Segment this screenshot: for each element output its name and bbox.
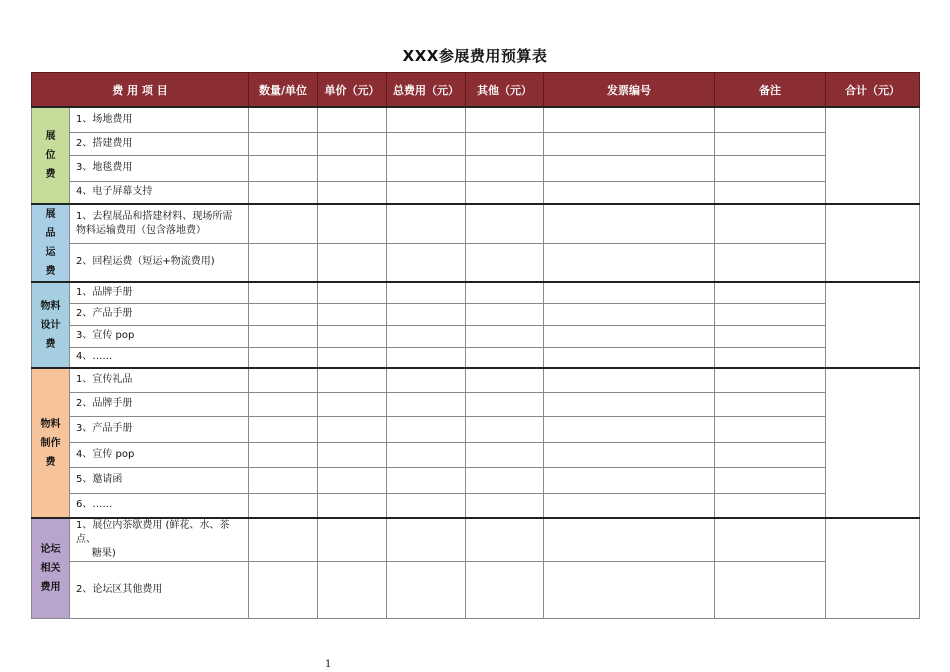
value-cell[interactable] bbox=[249, 442, 318, 467]
item-cell bbox=[70, 493, 249, 518]
value-cell[interactable] bbox=[466, 282, 544, 303]
value-cell[interactable] bbox=[715, 243, 826, 282]
value-cell[interactable] bbox=[318, 493, 387, 518]
item-label: 3、地毯费用 bbox=[76, 162, 133, 173]
value-cell[interactable] bbox=[715, 562, 826, 619]
value-cell[interactable] bbox=[387, 518, 466, 562]
category-label: 物料 制作 费 bbox=[32, 368, 70, 518]
value-cell[interactable] bbox=[544, 181, 715, 204]
value-cell[interactable] bbox=[249, 155, 318, 181]
item-label: 6、…… bbox=[76, 499, 113, 511]
subtotal-cell[interactable] bbox=[826, 368, 920, 518]
value-cell[interactable] bbox=[249, 493, 318, 518]
value-cell[interactable] bbox=[387, 282, 466, 303]
value-cell[interactable] bbox=[466, 243, 544, 282]
value-cell[interactable] bbox=[544, 392, 715, 416]
item-cell bbox=[70, 467, 249, 493]
value-cell[interactable] bbox=[318, 204, 387, 243]
value-cell[interactable] bbox=[466, 493, 544, 518]
value-cell[interactable] bbox=[466, 392, 544, 416]
value-cell[interactable] bbox=[318, 347, 387, 368]
value-cell[interactable] bbox=[544, 325, 715, 347]
subtotal-cell[interactable] bbox=[826, 107, 920, 204]
value-cell[interactable] bbox=[249, 392, 318, 416]
value-cell[interactable] bbox=[387, 416, 466, 442]
value-cell[interactable] bbox=[544, 467, 715, 493]
value-cell[interactable] bbox=[715, 282, 826, 303]
value-cell[interactable] bbox=[544, 155, 715, 181]
value-cell[interactable] bbox=[544, 368, 715, 392]
item-cell bbox=[70, 204, 249, 243]
budget-body bbox=[32, 107, 920, 619]
value-cell[interactable] bbox=[387, 392, 466, 416]
item-label: 1、展位内茶歇费用 (鲜花、水、茶点、 糖果) bbox=[76, 520, 230, 559]
value-cell[interactable] bbox=[544, 303, 715, 325]
header-other: 其他（元） bbox=[466, 73, 544, 108]
header-item: 费 用 项 目 bbox=[32, 73, 249, 108]
value-cell[interactable] bbox=[715, 467, 826, 493]
value-cell[interactable] bbox=[249, 303, 318, 325]
category-label: 展 品 运 费 bbox=[32, 204, 70, 282]
value-cell[interactable] bbox=[318, 107, 387, 132]
item-label: 1、去程展品和搭建材料、现场所需物料运输费用（包含落地费） bbox=[76, 210, 233, 236]
item-cell bbox=[70, 518, 249, 562]
item-label: 4、电子屏幕支持 bbox=[76, 186, 153, 198]
value-cell[interactable] bbox=[715, 204, 826, 243]
item-cell bbox=[70, 392, 249, 416]
table-row bbox=[32, 155, 920, 181]
item-cell bbox=[70, 181, 249, 204]
value-cell[interactable] bbox=[249, 243, 318, 282]
value-cell[interactable] bbox=[387, 243, 466, 282]
header-qty: 数量/单位 bbox=[249, 73, 318, 108]
item-cell bbox=[70, 325, 249, 347]
header-sum: 合计（元） bbox=[826, 73, 920, 108]
value-cell[interactable] bbox=[318, 368, 387, 392]
value-cell[interactable] bbox=[466, 204, 544, 243]
budget-table bbox=[31, 72, 920, 619]
value-cell[interactable] bbox=[466, 562, 544, 619]
table-row bbox=[32, 493, 920, 518]
value-cell[interactable] bbox=[715, 518, 826, 562]
value-cell[interactable] bbox=[318, 181, 387, 204]
table-row bbox=[32, 442, 920, 467]
value-cell[interactable] bbox=[544, 132, 715, 155]
value-cell[interactable] bbox=[466, 416, 544, 442]
subtotal-cell[interactable] bbox=[826, 518, 920, 619]
table-row bbox=[32, 204, 920, 243]
table-row bbox=[32, 107, 920, 132]
table-row bbox=[32, 132, 920, 155]
value-cell[interactable] bbox=[387, 442, 466, 467]
item-label: 2、论坛区其他费用 bbox=[76, 584, 163, 595]
value-cell[interactable] bbox=[715, 368, 826, 392]
value-cell[interactable] bbox=[715, 155, 826, 181]
category-label: 展 位 费 bbox=[32, 107, 70, 204]
item-label: 1、场地费用 bbox=[76, 113, 133, 125]
item-label: 2、回程运费（短运+物流费用) bbox=[76, 256, 215, 268]
value-cell[interactable] bbox=[387, 107, 466, 132]
page-number: 1 bbox=[325, 659, 332, 670]
value-cell[interactable] bbox=[544, 442, 715, 467]
value-cell[interactable] bbox=[249, 107, 318, 132]
table-row bbox=[32, 392, 920, 416]
item-label: 2、搭建费用 bbox=[76, 137, 133, 149]
value-cell[interactable] bbox=[387, 181, 466, 204]
item-cell bbox=[70, 132, 249, 155]
item-cell bbox=[70, 442, 249, 467]
value-cell[interactable] bbox=[466, 155, 544, 181]
value-cell[interactable] bbox=[249, 181, 318, 204]
header-unit-price: 单价（元） bbox=[318, 73, 387, 108]
value-cell[interactable] bbox=[318, 282, 387, 303]
item-label: 4、…… bbox=[76, 351, 113, 363]
table-row bbox=[32, 303, 920, 325]
item-cell bbox=[70, 282, 249, 303]
header-remark: 备注 bbox=[715, 73, 826, 108]
value-cell[interactable] bbox=[466, 347, 544, 368]
value-cell[interactable] bbox=[318, 325, 387, 347]
item-label: 2、产品手册 bbox=[76, 308, 133, 319]
table-row bbox=[32, 181, 920, 204]
table-row bbox=[32, 347, 920, 368]
value-cell[interactable] bbox=[249, 368, 318, 392]
value-cell[interactable] bbox=[466, 107, 544, 132]
value-cell[interactable] bbox=[544, 347, 715, 368]
value-cell[interactable] bbox=[544, 282, 715, 303]
value-cell[interactable] bbox=[715, 181, 826, 204]
table-row bbox=[32, 368, 920, 392]
item-cell bbox=[70, 303, 249, 325]
value-cell[interactable] bbox=[715, 347, 826, 368]
item-label: 5、邀请函 bbox=[76, 474, 123, 485]
item-cell bbox=[70, 155, 249, 181]
category-label: 物料 设计 费 bbox=[32, 282, 70, 368]
value-cell[interactable] bbox=[715, 392, 826, 416]
value-cell[interactable] bbox=[466, 303, 544, 325]
value-cell[interactable] bbox=[318, 392, 387, 416]
item-cell bbox=[70, 416, 249, 442]
table-row bbox=[32, 467, 920, 493]
value-cell[interactable] bbox=[318, 442, 387, 467]
value-cell[interactable] bbox=[544, 493, 715, 518]
value-cell[interactable] bbox=[387, 132, 466, 155]
value-cell[interactable] bbox=[715, 416, 826, 442]
value-cell[interactable] bbox=[387, 347, 466, 368]
item-cell bbox=[70, 243, 249, 282]
table-row bbox=[32, 562, 920, 619]
value-cell[interactable] bbox=[466, 518, 544, 562]
value-cell[interactable] bbox=[318, 155, 387, 181]
value-cell[interactable] bbox=[466, 325, 544, 347]
table-row bbox=[32, 282, 920, 303]
item-label: 1、品牌手册 bbox=[76, 286, 133, 298]
value-cell[interactable] bbox=[318, 562, 387, 619]
subtotal-cell[interactable] bbox=[826, 282, 920, 368]
table-row bbox=[32, 243, 920, 282]
value-cell[interactable] bbox=[387, 303, 466, 325]
value-cell[interactable] bbox=[715, 493, 826, 518]
value-cell[interactable] bbox=[318, 243, 387, 282]
item-cell bbox=[70, 347, 249, 368]
value-cell[interactable] bbox=[387, 493, 466, 518]
value-cell[interactable] bbox=[387, 562, 466, 619]
item-cell bbox=[70, 107, 249, 132]
value-cell[interactable] bbox=[466, 467, 544, 493]
value-cell[interactable] bbox=[249, 325, 318, 347]
value-cell[interactable] bbox=[544, 107, 715, 132]
value-cell[interactable] bbox=[249, 467, 318, 493]
value-cell[interactable] bbox=[715, 325, 826, 347]
table-row bbox=[32, 518, 920, 562]
value-cell[interactable] bbox=[544, 518, 715, 562]
value-cell[interactable] bbox=[544, 204, 715, 243]
page-title: XXX参展费用预算表 bbox=[402, 47, 548, 65]
category-label: 论坛 相关 费用 bbox=[32, 518, 70, 619]
value-cell[interactable] bbox=[318, 416, 387, 442]
value-cell[interactable] bbox=[387, 325, 466, 347]
table-row bbox=[32, 416, 920, 442]
value-cell[interactable] bbox=[715, 303, 826, 325]
item-label: 3、宣传 pop bbox=[76, 330, 135, 341]
value-cell[interactable] bbox=[249, 518, 318, 562]
item-label: 1、宣传礼品 bbox=[76, 374, 133, 386]
table-row bbox=[32, 325, 920, 347]
value-cell[interactable] bbox=[387, 368, 466, 392]
value-cell[interactable] bbox=[249, 132, 318, 155]
header-total-cost: 总费用（元） bbox=[387, 73, 466, 108]
value-cell[interactable] bbox=[466, 181, 544, 204]
value-cell[interactable] bbox=[318, 518, 387, 562]
item-label: 2、品牌手册 bbox=[76, 398, 133, 409]
value-cell[interactable] bbox=[466, 132, 544, 155]
value-cell[interactable] bbox=[544, 416, 715, 442]
value-cell[interactable] bbox=[715, 442, 826, 467]
header-row bbox=[32, 73, 920, 108]
item-cell bbox=[70, 368, 249, 392]
value-cell[interactable] bbox=[387, 204, 466, 243]
value-cell[interactable] bbox=[387, 467, 466, 493]
value-cell[interactable] bbox=[318, 303, 387, 325]
value-cell[interactable] bbox=[318, 467, 387, 493]
item-label: 4、宣传 pop bbox=[76, 448, 135, 460]
value-cell[interactable] bbox=[249, 282, 318, 303]
item-cell bbox=[70, 562, 249, 619]
value-cell[interactable] bbox=[544, 243, 715, 282]
value-cell[interactable] bbox=[715, 107, 826, 132]
value-cell[interactable] bbox=[249, 562, 318, 619]
value-cell[interactable] bbox=[318, 132, 387, 155]
subtotal-cell[interactable] bbox=[826, 204, 920, 282]
item-label: 3、产品手册 bbox=[76, 423, 133, 434]
value-cell[interactable] bbox=[249, 204, 318, 243]
value-cell[interactable] bbox=[466, 368, 544, 392]
header-invoice: 发票编号 bbox=[544, 73, 715, 108]
value-cell[interactable] bbox=[249, 347, 318, 368]
value-cell[interactable] bbox=[387, 155, 466, 181]
value-cell[interactable] bbox=[715, 132, 826, 155]
value-cell[interactable] bbox=[466, 442, 544, 467]
value-cell[interactable] bbox=[544, 562, 715, 619]
value-cell[interactable] bbox=[249, 416, 318, 442]
